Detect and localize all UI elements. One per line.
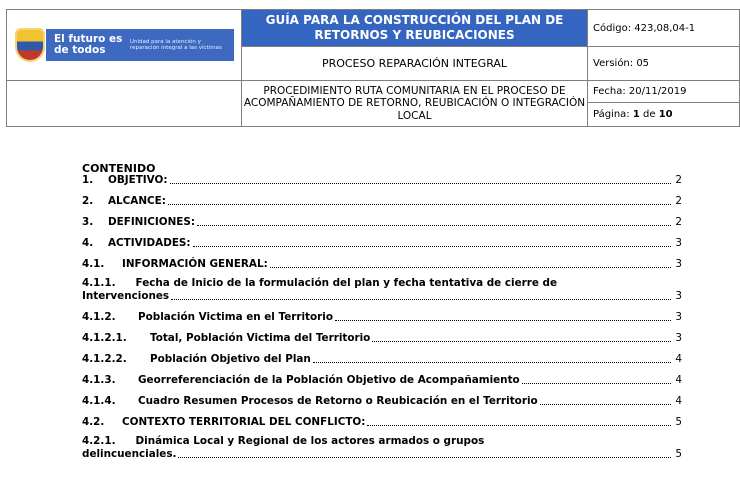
toc-entry-page: 3 (675, 332, 682, 344)
process-name: PROCESO REPARACIÓN INTEGRAL (242, 47, 588, 81)
page-total: 10 (658, 108, 673, 120)
toc-entry-page: 3 (675, 311, 682, 323)
document-code: Código: 423,08,04-1 (588, 10, 740, 47)
leader-dots (171, 299, 671, 300)
toc-entry[interactable]: 4. ACTIVIDADES: 3 (82, 237, 682, 249)
toc-entry-label-cont: Intervenciones (82, 290, 170, 302)
toc-entry-number: 4.1.1. (82, 277, 116, 289)
toc-entry-page: 4 (675, 353, 682, 365)
toc-entry-page: 3 (675, 290, 682, 302)
leader-dots (168, 204, 671, 205)
leader-dots (313, 362, 671, 363)
toc-entry-label: ACTIVIDADES: (108, 237, 191, 249)
toc-entry-label: INFORMACIÓN GENERAL: (122, 258, 268, 270)
toc-entry[interactable] (82, 271, 682, 303)
logo-blank-cell (7, 81, 242, 127)
leader-dots (540, 404, 671, 405)
toc-entry-page: 5 (675, 416, 682, 428)
toc-entry-label-cont: delincuenciales. (82, 448, 177, 460)
leader-dots (522, 383, 671, 384)
toc-entry[interactable]: 4.1.2.2. Población Objetivo del Plan 4 (82, 353, 682, 365)
procedure-name: PROCEDIMIENTO RUTA COMUNITARIA EN EL PROCESO DE ACOMPAÑAMIENTO DE RETORNO, REUBICACIÓN O INTEGRACIÓN LOCAL (242, 81, 588, 127)
toc-entry-page: 4 (675, 395, 682, 407)
toc-entry-page: 2 (675, 174, 682, 186)
toc-entry-label: Total, Población Victima del Territorio (150, 332, 371, 344)
coat-of-arms-icon (17, 30, 43, 60)
toc-entry-label: Cuadro Resumen Procesos de Retorno o Reubicación en el Territorio (138, 395, 538, 407)
leader-dots (335, 320, 671, 321)
logo-banner-sub: Unidad para la atención y reparación integral a las víctimas (130, 38, 222, 52)
toc-entry[interactable]: 4.1.4. Cuadro Resumen Procesos de Retorno o Reubicación en el Territorio 4 (82, 395, 682, 407)
toc-entry-number: 4.2.1. (82, 435, 116, 447)
toc-entry-label: Población Victima en el Territorio (138, 311, 333, 323)
leader-dots (367, 425, 671, 426)
document-version: Versión: 05 (588, 47, 740, 81)
toc-entry[interactable]: 4.1.2. Población Victima en el Territorio 3 (82, 311, 682, 323)
toc-entry[interactable]: 4.1.3. Georreferenciación de la Población Objetivo de Acompañamiento 4 (82, 374, 682, 386)
document-title: GUÍA PARA LA CONSTRUCCIÓN DEL PLAN DE RETORNOS Y REUBICACIONES (242, 10, 588, 47)
leader-dots (372, 341, 671, 342)
toc-entry[interactable]: 1. OBJETIVO: 2 (82, 174, 682, 186)
page-indicator (588, 102, 740, 126)
document-date: Fecha: 20/11/2019 (588, 81, 740, 102)
leader-dots (193, 246, 671, 247)
leader-dots (178, 457, 671, 458)
logo-banner-main: El futuro es de todos (54, 33, 123, 57)
page-number: 1 (632, 108, 640, 120)
logo-cell (7, 10, 242, 81)
toc-entry-page: 2 (675, 195, 682, 207)
page-label: Página: (593, 108, 633, 120)
logo (17, 29, 241, 61)
toc-entry-label: CONTEXTO TERRITORIAL DEL CONFLICTO: (122, 416, 366, 428)
logo-banner (46, 29, 234, 61)
toc-entry-label: OBJETIVO: (108, 174, 168, 186)
toc-entry-page: 3 (675, 237, 682, 249)
toc-entry-label: DEFINICIONES: (108, 216, 196, 228)
toc-entry-label: ALCANCE: (108, 195, 166, 207)
leader-dots (197, 225, 671, 226)
leader-dots (170, 183, 671, 184)
leader-dots (270, 267, 671, 268)
toc-entry-page: 3 (675, 258, 682, 270)
toc-entry-label: Georreferenciación de la Población Objetivo de Acompañamiento (138, 374, 520, 386)
toc-entry-page: 5 (675, 448, 682, 460)
toc-entry[interactable]: 2. ALCANCE: 2 (82, 195, 682, 207)
toc-entry-page: 2 (675, 216, 682, 228)
toc-entry-label: Dinámica Local y Regional de los actores armados o grupos (135, 435, 485, 447)
toc-entry[interactable]: 4.2. CONTEXTO TERRITORIAL DEL CONFLICTO: 5 (82, 416, 682, 428)
table-of-contents (82, 163, 682, 461)
page-of: de (639, 108, 659, 120)
toc-entry[interactable]: 4.1.2.1. Total, Población Victima del Territorio 3 (82, 332, 682, 344)
document-header-table (6, 9, 740, 127)
toc-entry-label: Población Objetivo del Plan (150, 353, 311, 365)
toc-heading: CONTENIDO (82, 162, 156, 175)
toc-entry-page: 4 (675, 374, 682, 386)
toc-entry[interactable]: 3. DEFINICIONES: 2 (82, 216, 682, 228)
toc-entry[interactable] (82, 429, 682, 461)
toc-entry[interactable]: 4.1. INFORMACIÓN GENERAL: 3 (82, 258, 682, 270)
toc-entry-label: Fecha de Inicio de la formulación del plan y fecha tentativa de cierre de (135, 277, 558, 289)
